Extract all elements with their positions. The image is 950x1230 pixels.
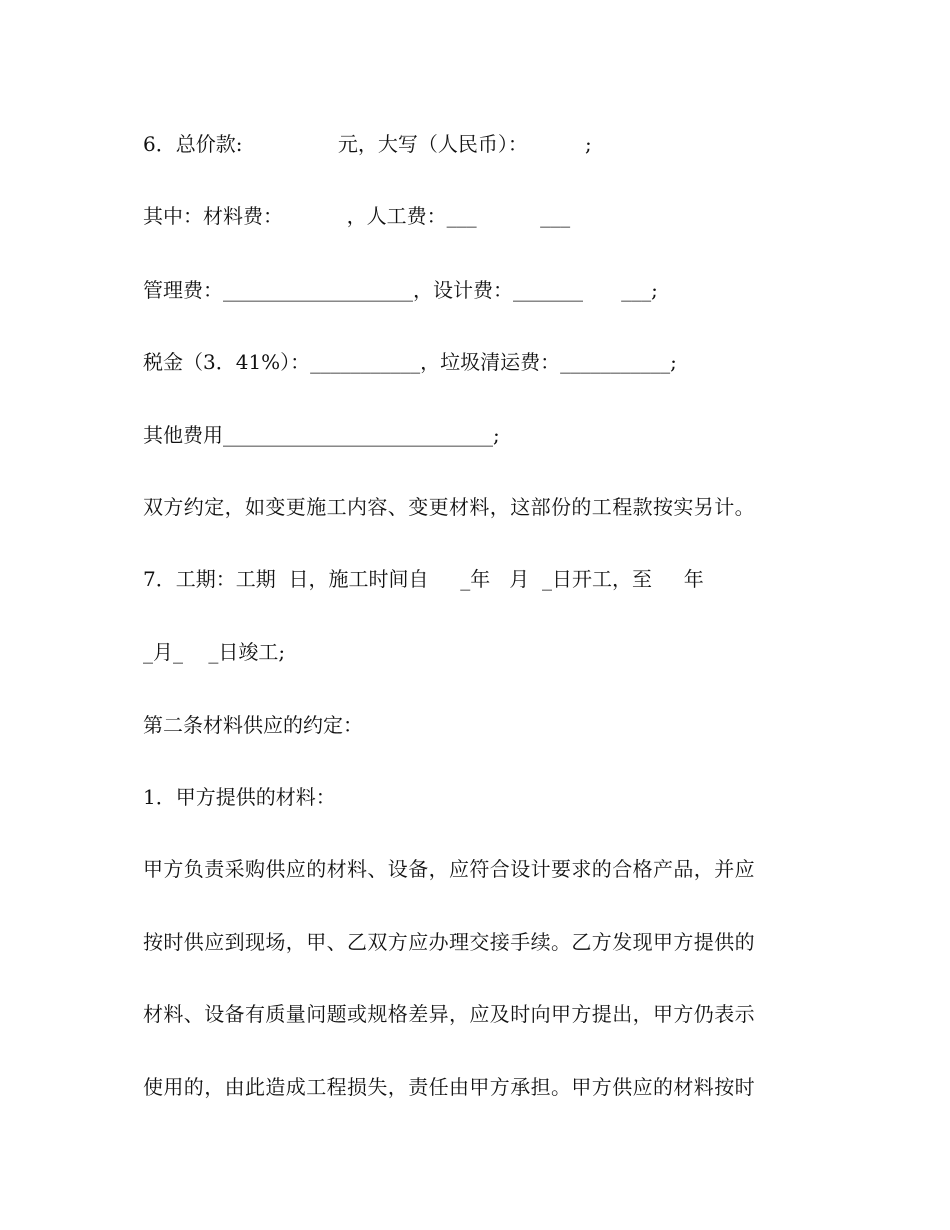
other-fees-line: 其他费用___________________________;	[143, 423, 500, 447]
agreement-line: 双方约定，如变更施工内容、变更材料，这部份的工程款按实另计。	[143, 495, 755, 519]
construction-period-line: 7．工期：工期 日，施工时间自 _年 月 _日开工，至 年	[143, 567, 704, 591]
material-labor-fee-line: 其中：材料费： ，人工费：___ ___	[143, 204, 571, 228]
completion-date-line: _月_ _日竣工;	[143, 640, 286, 664]
tax-garbage-fee-line: 税金（3．41%）：___________，垃圾清运费：___________;	[143, 350, 677, 374]
paragraph-line-4: 使用的，由此造成工程损失，责任由甲方承担。甲方供应的材料按时	[143, 1075, 755, 1099]
management-design-fee-line: 管理费：___________________，设计费：_______ ___;	[143, 278, 658, 302]
paragraph-line-2: 按时供应到现场，甲、乙双方应办理交接手续。乙方发现甲方提供的	[143, 930, 755, 954]
party-a-materials-heading: 1．甲方提供的材料：	[143, 785, 336, 809]
article-two-heading: 第二条材料供应的约定：	[143, 713, 363, 737]
paragraph-line-1: 甲方负责采购供应的材料、设备，应符合设计要求的合格产品，并应	[143, 857, 755, 881]
total-price-line: 6．总价款: 元，大写（人民币）： ;	[143, 132, 592, 156]
paragraph-line-3: 材料、设备有质量问题或规格差异，应及时向甲方提出，甲方仍表示	[143, 1002, 755, 1026]
